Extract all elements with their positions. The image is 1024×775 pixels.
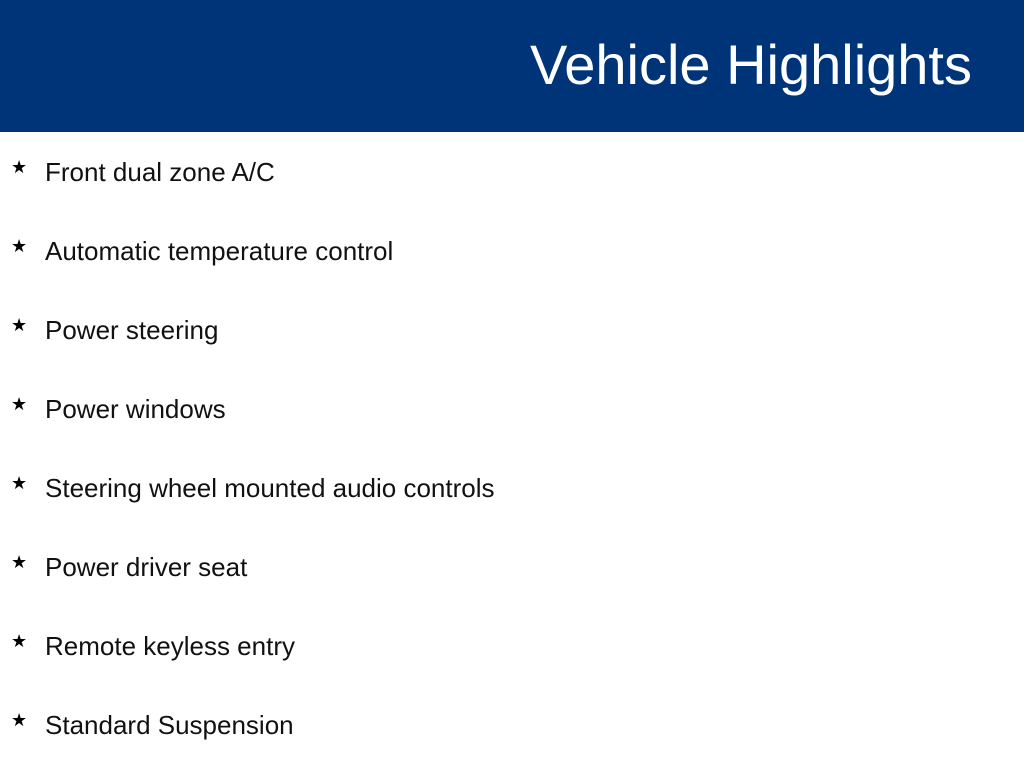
star-icon: ★	[11, 157, 28, 178]
star-icon: ★	[11, 631, 28, 652]
page-title: Vehicle Highlights	[529, 33, 972, 96]
star-icon: ★	[11, 315, 28, 336]
feature-label: Power driver seat	[45, 552, 248, 582]
feature-label: Remote keyless entry	[45, 631, 295, 661]
feature-label: Power windows	[45, 394, 226, 424]
feature-label: Power steering	[45, 315, 219, 345]
star-icon: ★	[11, 552, 28, 573]
star-icon: ★	[11, 394, 28, 415]
star-icon: ★	[11, 710, 28, 731]
feature-label: Steering wheel mounted audio controls	[45, 473, 495, 503]
feature-label: Front dual zone A/C	[45, 157, 275, 187]
feature-label: Standard Suspension	[45, 710, 294, 740]
star-icon: ★	[11, 236, 28, 257]
star-icon: ★	[11, 473, 28, 494]
title-banner	[0, 0, 1024, 132]
feature-label: Automatic temperature control	[45, 236, 394, 266]
